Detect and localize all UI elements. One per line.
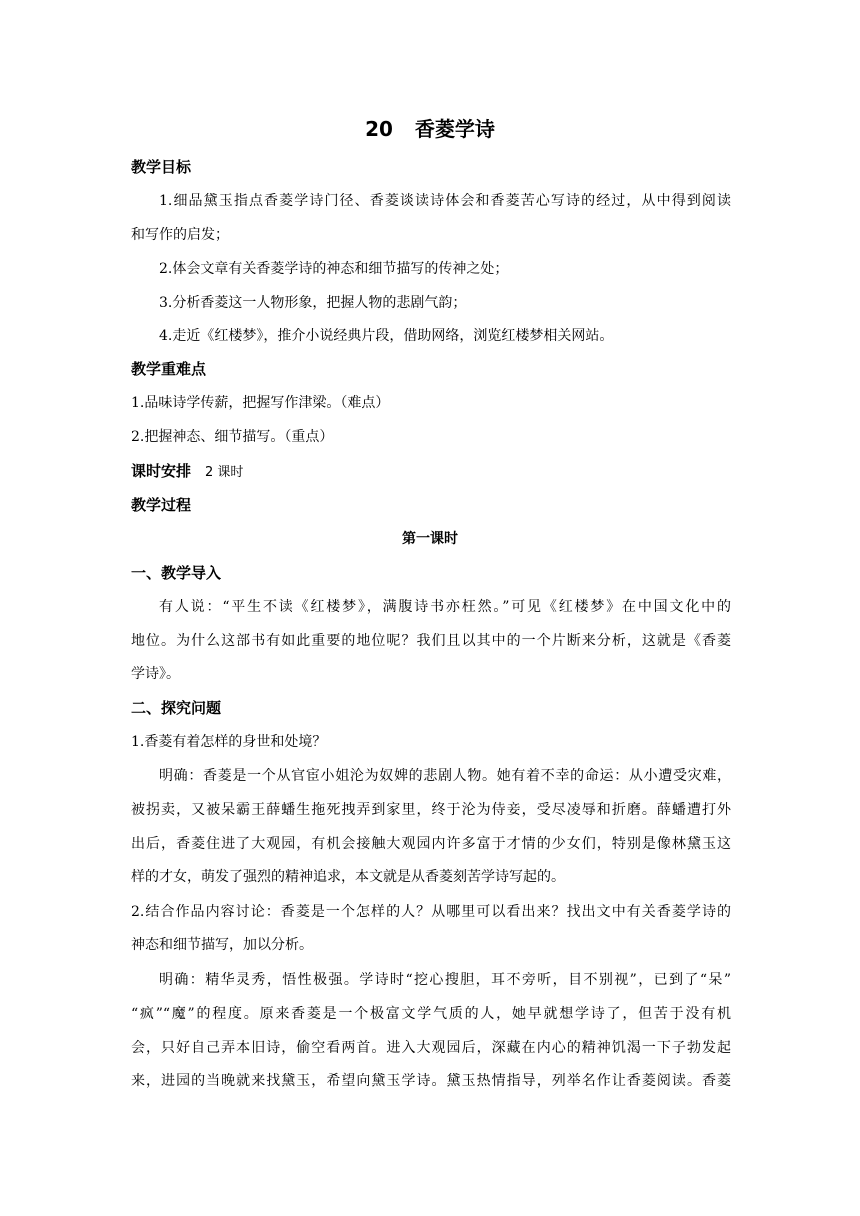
lesson-number: 20 <box>365 117 393 141</box>
answer-1-line-2: 被拐卖，又被呆霸王薛蟠生拖死拽弄到家里，终于沦为侍妾，受尽凌辱和折磨。薛蟠遭打外 <box>131 802 731 818</box>
key-points-heading: 教学重难点 <box>131 360 207 378</box>
intro-line-2: 地位。为什么这部书有如此重要的地位呢？我们且以其中的一个片断来分析，这就是《香菱 <box>131 633 731 649</box>
question-1: 1.香菱有着怎样的身世和处境？ <box>131 734 327 750</box>
lesson-title-text: 香菱学诗 <box>414 117 495 141</box>
intro-line-1: 有人说：“平生不读《红楼梦》，满腹诗书亦枉然。”可见《红楼梦》在中国文化中的 <box>159 599 731 615</box>
objective-1-line-2: 和写作的启发； <box>131 227 229 243</box>
answer-2-line-1: 明确：精华灵秀，悟性极强。学诗时“挖心搜胆，耳不旁听，目不别视”，已到了“呆” <box>159 972 731 988</box>
objectives-heading: 教学目标 <box>131 158 192 176</box>
question-2-line-2: 神态和细节描写，加以分析。 <box>131 937 313 953</box>
key-point-2: 2.把握神态、细节描写。（重点） <box>131 429 334 445</box>
section-2-heading: 二、探究问题 <box>131 699 222 717</box>
objective-4: 4.走近《红楼梦》，推介小说经典片段，借助网络，浏览红楼梦相关网站。 <box>159 328 614 344</box>
schedule-heading <box>131 460 243 484</box>
objective-1-line-1: 1.细品黛玉指点香菱学诗门径、香菱谈读诗体会和香菱苦心写诗的经过，从中得到阅读 <box>159 193 731 209</box>
schedule-value: 2 课时 <box>205 465 244 480</box>
answer-1-line-1: 明确：香菱是一个从官宦小姐沦为奴婢的悲剧人物。她有着不幸的命运：从小遭受灾难， <box>159 768 731 784</box>
answer-2-line-4: 来，进园的当晚就来找黛玉，希望向黛玉学诗。黛玉热情指导，列举名作让香菱阅读。香菱 <box>131 1073 731 1089</box>
lesson-title <box>0 116 860 142</box>
objective-2: 2.体会文章有关香菱学诗的神态和细节描写的传神之处； <box>159 261 509 277</box>
process-heading: 教学过程 <box>131 496 192 514</box>
section-1-heading: 一、教学导入 <box>131 564 222 582</box>
period-title: 第一课时 <box>402 531 458 547</box>
answer-2-line-3: 会，只好自己弄本旧诗，偷空看两首。进入大观园后，深藏在内心的精神饥渴一下子勃发起 <box>131 1040 731 1056</box>
objective-3: 3.分析香菱这一人物形象，把握人物的悲剧气韵； <box>159 295 467 311</box>
schedule-label: 课时安排 <box>131 462 192 480</box>
intro-line-3: 学诗》。 <box>131 666 180 682</box>
answer-1-line-4: 样的才女，萌发了强烈的精神追求，本文就是从香菱刻苦学诗写起的。 <box>131 869 565 885</box>
key-point-1: 1.品味诗学传薪，把握写作津梁。（难点） <box>131 395 390 411</box>
answer-2-line-2: “疯”“魔”的程度。原来香菱是一个极富文学气质的人，她早就想学诗了，但苦于没有机 <box>131 1006 731 1022</box>
question-2-line-1: 2.结合作品内容讨论：香菱是一个怎样的人？从哪里可以看出来？找出文中有关香菱学诗的 <box>131 904 731 920</box>
answer-1-line-3: 出后，香菱住进了大观园，有机会接触大观园内许多富于才情的少女们，特别是像林黛玉这 <box>131 836 731 852</box>
